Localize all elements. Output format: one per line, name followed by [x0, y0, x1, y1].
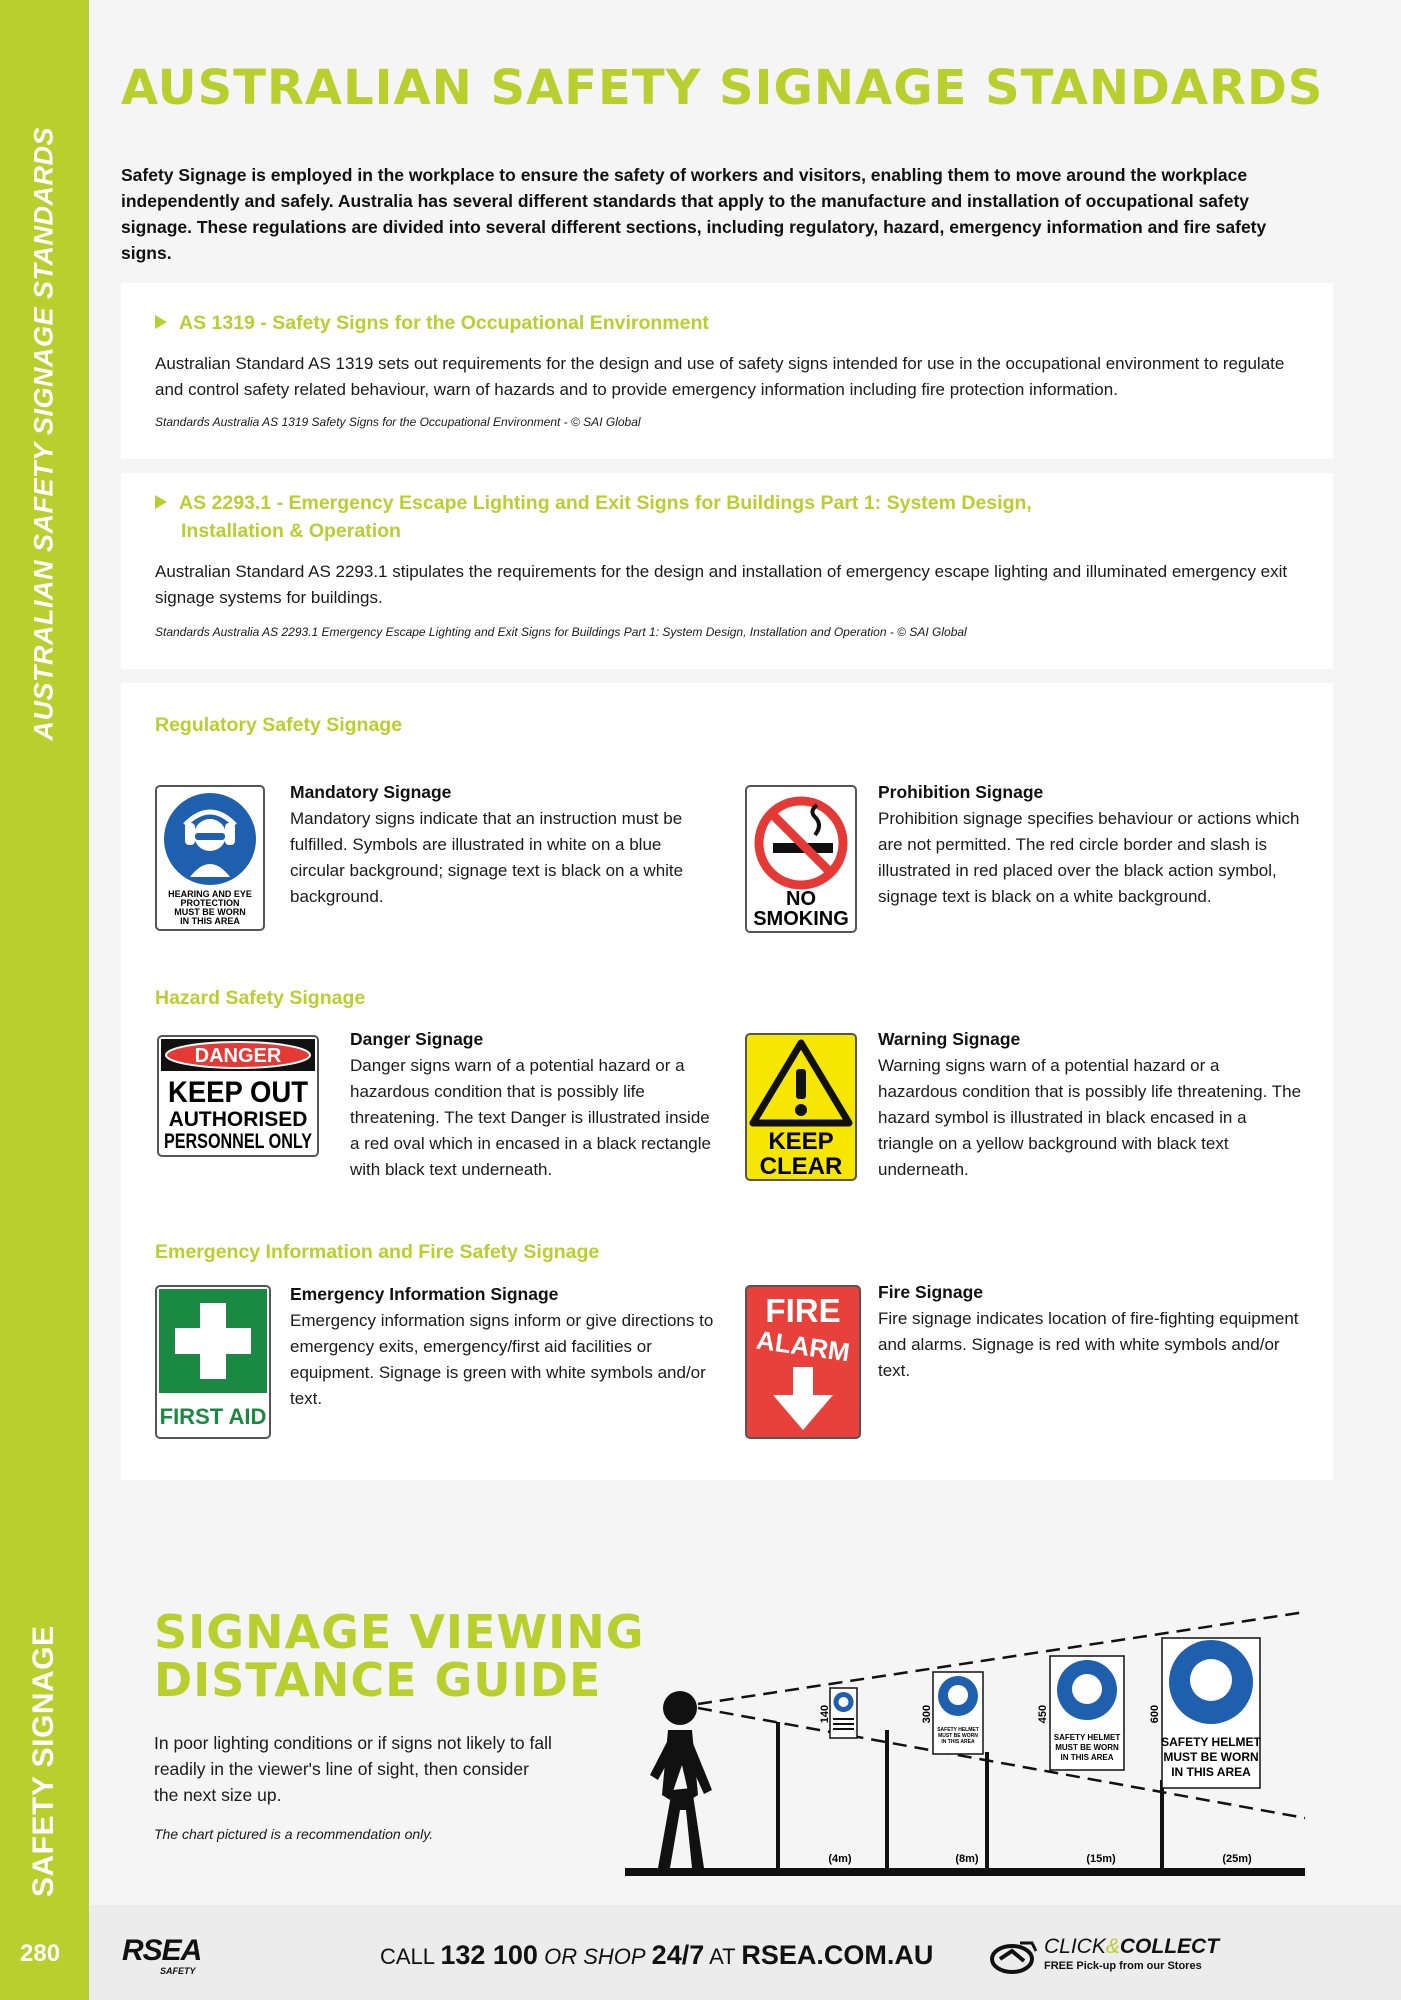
sign-text: FIRST AID — [159, 1404, 267, 1429]
sign-text: ALARM — [754, 1324, 852, 1368]
size-label: 450 — [1037, 1704, 1049, 1724]
danger-sign — [157, 1035, 319, 1157]
emergency-info-title: Emergency Information Signage — [290, 1284, 559, 1304]
sign-text: IN THIS AREA — [1171, 1765, 1251, 1779]
sign-text: SAFETY HELMET — [1161, 1735, 1261, 1749]
sign-text: HEARING AND EYE — [168, 889, 252, 899]
standard-title: AS 1319 - Safety Signs for the Occupational Environment — [155, 309, 709, 337]
guide-note: The chart pictured is a recommendation only. — [154, 1826, 434, 1842]
rsea-logo[interactable]: RSEA — [122, 1934, 202, 1967]
page-number: 280 — [20, 1940, 61, 1967]
sign-header: DANGER — [194, 1045, 282, 1067]
sign-text: MUST BE WORN — [1055, 1743, 1119, 1752]
standard-body: Australian Standard AS 1319 sets out requirements for the design and use of safety signs intended for use in the occupational environment to regulate and control safety related behaviour, warn of hazards and to provide emergency information including fire protection information. — [155, 354, 1285, 399]
section-title-regulatory: Regulatory Safety Signage — [155, 714, 403, 736]
ground-line — [625, 1868, 1305, 1876]
guide-sign-600 — [1161, 1638, 1261, 1788]
distance-label: (15m) — [1086, 1853, 1116, 1865]
sign-text: MUST BE WORN — [174, 907, 246, 917]
intro-paragraph: Safety Signage is employed in the workplace to ensure the safety of workers and visitors, enabling them to move around the workplace independently and safely. Australia has several different standards that apply to the manufacture and installation of occupational safety signage. These regulations are divided into several different sections, including regulatory, hazard, emergency information and fire safety signs. — [121, 165, 1267, 263]
sign-text: KEEP — [768, 1128, 834, 1155]
footer-cta: CALL 132 100 OR SHOP 24/7 AT RSEA.COM.AU — [380, 1940, 934, 1970]
guide-sign-140 — [830, 1688, 857, 1738]
size-label: 600 — [1149, 1704, 1161, 1724]
person-figure — [650, 1691, 712, 1868]
emergency-info-body: Emergency information signs inform or give directions to emergency exits, emergency/first aid facilities or equipment. Signage is green with white symbols and/or text. — [290, 1311, 714, 1408]
first-aid-sign — [155, 1285, 271, 1439]
sign-text: FIRE — [765, 1292, 841, 1329]
sign-text: CLEAR — [759, 1153, 843, 1180]
mandatory-title: Mandatory Signage — [290, 782, 452, 802]
click-collect-icon — [990, 1937, 1040, 1977]
danger-title: Danger Signage — [350, 1029, 484, 1049]
distance-label: (4m) — [828, 1853, 852, 1865]
sign-text: SMOKING — [753, 908, 849, 930]
sidebar-title: AUSTRALIAN SAFETY SIGNAGE STANDARDS — [28, 126, 59, 741]
sign-text: PROTECTION — [180, 898, 240, 908]
distance-label: (25m) — [1222, 1853, 1252, 1865]
mandatory-sign — [155, 785, 265, 931]
guide-title: SIGNAGE VIEWING DISTANCE GUIDE — [154, 1605, 645, 1707]
sign-text: IN THIS AREA — [180, 916, 240, 926]
sign-text: IN THIS AREA — [1060, 1753, 1114, 1762]
fire-body: Fire signage indicates location of fire-fighting equipment and alarms. Signage is red with white symbols and/or text. — [878, 1309, 1299, 1380]
section-title-emergency: Emergency Information and Fire Safety Signage — [155, 1241, 600, 1263]
play-arrow-icon — [155, 315, 167, 329]
sign-text: SAFETY HELMET — [937, 1727, 979, 1733]
guide-sign-450 — [1050, 1656, 1124, 1770]
sign-text: MUST BE WORN — [938, 1733, 978, 1739]
danger-body: Danger signs warn of a potential hazard or a hazardous condition that is possibly life threatening. The text Danger is illustrated inside a red oval which in encased in a black rectangle with black text underneath. — [350, 1056, 711, 1179]
guide-sign-300 — [933, 1672, 983, 1754]
prohibition-title: Prohibition Signage — [878, 782, 1044, 802]
guide-body: In poor lighting conditions or if signs not likely to fall readily in the viewer's line of sight, then consider the next size up. — [154, 1733, 552, 1805]
sign-text: AUTHORISED — [168, 1108, 308, 1131]
website-link[interactable]: RSEA.COM.AU — [741, 1940, 934, 1970]
fire-title: Fire Signage — [878, 1282, 984, 1302]
click-collect-title[interactable]: CLICK&COLLECT — [1044, 1935, 1220, 1958]
standard-card-as2293 — [121, 473, 1333, 669]
viewing-distance-diagram — [620, 1600, 1310, 1885]
sign-text: MUST BE WORN — [1163, 1750, 1259, 1764]
sign-text: SAFETY HELMET — [1053, 1733, 1121, 1742]
prohibition-sign — [745, 785, 857, 933]
mandatory-body: Mandatory signs indicate that an instruction must be fulfilled. Symbols are illustrated in white on a blue circular background; signage text is black on a white background. — [290, 809, 684, 906]
sidebar-section-label: SAFETY SIGNAGE — [27, 1625, 60, 1897]
size-label: 300 — [921, 1704, 933, 1724]
standard-title: AS 2293.1 - Emergency Escape Lighting and Exit Signs for Buildings Part 1: System Design, — [155, 489, 1032, 517]
standard-citation: Standards Australia AS 2293.1 Emergency Escape Lighting and Exit Signs for Buildings Part 1: System Design, Installation and Operation - © SAI Global — [155, 625, 967, 639]
play-arrow-icon — [155, 495, 167, 509]
section-title-hazard: Hazard Safety Signage — [155, 987, 366, 1009]
warning-title: Warning Signage — [878, 1029, 1021, 1049]
sign-text: PERSONNEL ONLY — [164, 1130, 312, 1153]
prohibition-body: Prohibition signage specifies behaviour or actions which are not permitted. The red circle border and slash is illustrated in red placed over the black action symbol, signage text is black on a white background. — [878, 809, 1300, 906]
sign-text: NO — [786, 888, 816, 910]
standard-title-line2: Installation & Operation — [181, 520, 401, 542]
distance-label: (8m) — [955, 1853, 979, 1865]
standard-body: Australian Standard AS 2293.1 stipulates the requirements for the design and installation of emergency escape lighting and illuminated emergency exit signage systems for buildings. — [155, 562, 1288, 607]
standard-card-as1319 — [121, 283, 1333, 459]
page-title: AUSTRALIAN SAFETY SIGNAGE STANDARDS — [121, 60, 1324, 116]
standard-citation: Standards Australia AS 1319 Safety Signs for the Occupational Environment - © SAI Global — [155, 415, 641, 429]
warning-body: Warning signs warn of a potential hazard or a hazardous condition that is possibly life threatening. The hazard symbol is illustrated in black encased in a triangle on a yellow background with black text underneath. — [878, 1056, 1302, 1179]
rsea-logo-sub: SAFETY — [160, 1966, 196, 1976]
size-label: 140 — [819, 1704, 831, 1724]
sign-text: IN THIS AREA — [941, 1739, 975, 1745]
sign-text: KEEP OUT — [168, 1076, 308, 1109]
warning-sign — [745, 1033, 857, 1181]
phone-number[interactable]: 132 100 — [440, 1940, 538, 1970]
fire-alarm-sign — [745, 1285, 861, 1439]
click-collect-subtitle: FREE Pick-up from our Stores — [1044, 1960, 1202, 1972]
